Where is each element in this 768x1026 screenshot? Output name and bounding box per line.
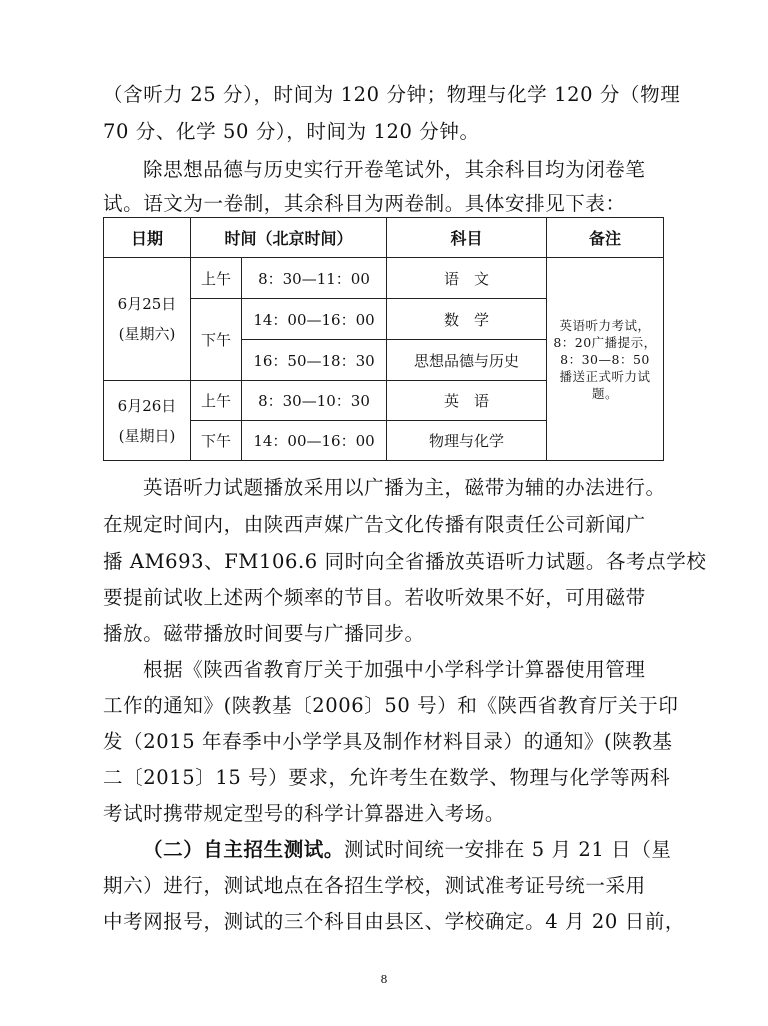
body-text-line: （含听力 25 分），时间为 120 分钟；物理与化学 120 分（物理 <box>103 83 681 106</box>
time-cell: 16：50—18：30 <box>242 340 387 381</box>
body-text-line: 期六）进行，测试地点在各招生学校，测试准考证号统一采用 <box>103 874 646 897</box>
date-text: 6月25日 <box>117 295 177 313</box>
body-text-line: 除思想品德与历史实行开卷笔试外，其余科目均为闭卷笔 <box>143 158 646 181</box>
body-text-line: 英语听力试题播放采用以广播为主，磁带为辅的办法进行。 <box>143 476 666 499</box>
section-heading: （二）自主招生测试。 <box>143 838 345 861</box>
body-text-line: 要提前试收上述两个频率的节目。若收听效果不好，可用磁带 <box>103 586 646 609</box>
table-header-row <box>104 218 664 258</box>
page-number: 8 <box>380 973 388 986</box>
body-text-line: 在规定时间内，由陕西声媒广告文化传播有限责任公司新闻广 <box>103 513 646 536</box>
body-text-line: 根据《陕西省教育厅关于加强中小学科学计算器使用管理 <box>143 658 646 681</box>
period-am: 上午 <box>191 258 242 299</box>
subject-cell: 思想品德与历史 <box>387 340 547 381</box>
period-pm: 下午 <box>191 421 242 461</box>
body-text-line: 发（2015 年春季中小学学具及制作材料目录）的通知》(陕教基 <box>103 730 673 753</box>
body-text-line: 播 AM693、FM106.6 同时向全省播放英语听力试题。各考点学校 <box>103 550 707 573</box>
body-text-line: 试。语文为一卷制，其余科目为两卷制。具体安排见下表： <box>103 192 626 215</box>
subject-cell: 数 学 <box>387 299 547 340</box>
weekday-text: (星期六) <box>118 325 176 343</box>
body-text-line: 二〔2015〕15 号）要求，允许考生在数学、物理与化学等两科 <box>103 766 671 789</box>
body-text-line <box>143 837 672 863</box>
header-time: 时间（北京时间） <box>191 218 387 258</box>
header-date: 日期 <box>104 218 191 258</box>
date-cell-day1 <box>104 258 191 381</box>
body-text-line: 中考网报号，测试的三个科目由县区、学校确定。4 月 20 日前， <box>103 910 686 933</box>
body-text-line: 考试时携带规定型号的科学计算器进入考场。 <box>103 802 506 825</box>
body-text-line: 播放。磁带播放时间要与广播同步。 <box>103 622 425 645</box>
time-cell: 14：00—16：00 <box>242 299 387 340</box>
period-am: 上午 <box>191 381 242 421</box>
time-cell: 8：30—11：00 <box>242 258 387 299</box>
subject-cell: 语 文 <box>387 258 547 299</box>
time-cell: 14：00—16：00 <box>242 421 387 461</box>
exam-schedule-table <box>103 217 664 461</box>
date-text: 6月26日 <box>117 396 177 415</box>
heading-continuation: 测试时间统一安排在 5 月 21 日（星 <box>344 838 672 861</box>
body-text-line: 工作的通知》(陕教基〔2006〕50 号）和《陕西省教育厅关于印 <box>103 694 679 717</box>
time-cell: 8：30—10：30 <box>242 381 387 421</box>
subject-cell: 英 语 <box>387 381 547 421</box>
header-note: 备注 <box>547 218 664 258</box>
note-cell: 英语听力考试，8：20广播提示，8：30—8：50 播送正式听力试题。 <box>547 258 664 461</box>
table-row <box>104 258 664 299</box>
subject-cell: 物理与化学 <box>387 421 547 461</box>
date-cell-day2 <box>104 381 191 461</box>
weekday-text: (星期日) <box>118 426 176 445</box>
period-pm: 下午 <box>191 299 242 381</box>
header-subject: 科目 <box>387 218 547 258</box>
body-text-line: 70 分、化学 50 分），时间为 120 分钟。 <box>103 120 480 143</box>
